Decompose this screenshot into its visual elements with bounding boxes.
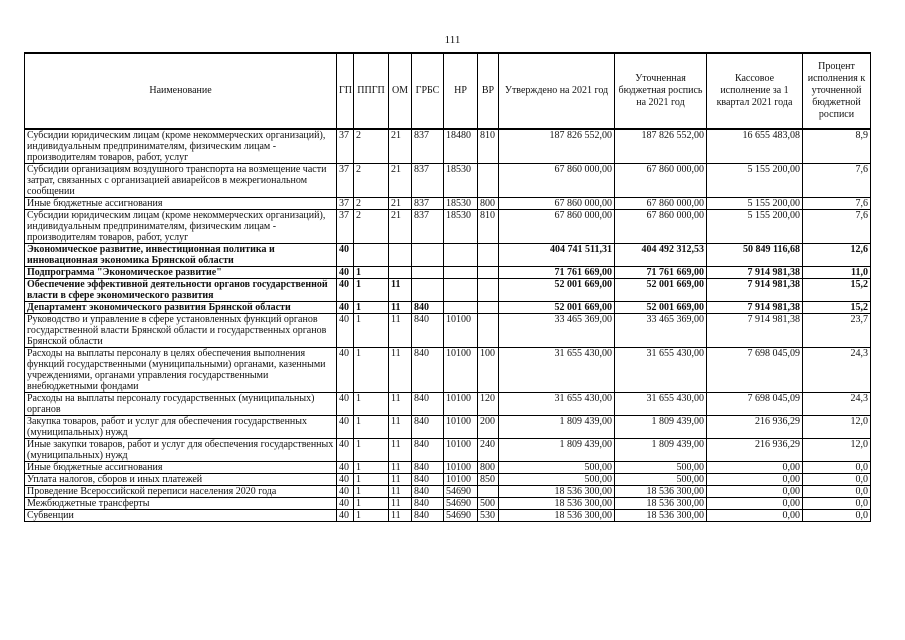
table-row	[25, 210, 871, 244]
cell-np: 10100	[444, 462, 478, 474]
cell-cash: 7 914 981,38	[707, 279, 803, 302]
cell-om: 11	[389, 314, 412, 348]
cell-percent: 15,2	[803, 302, 871, 314]
cell-om: 21	[389, 129, 412, 164]
cell-refined: 18 536 300,00	[615, 498, 707, 510]
header-om: ОМ	[389, 53, 412, 129]
cell-cash: 0,00	[707, 510, 803, 522]
cell-approved: 67 860 000,00	[499, 164, 615, 198]
cell-np	[444, 279, 478, 302]
cell-np: 18480	[444, 129, 478, 164]
cell-vr: 810	[478, 129, 499, 164]
cell-np: 10100	[444, 348, 478, 393]
cell-cash: 7 914 981,38	[707, 314, 803, 348]
cell-name: Уплата налогов, сборов и иных платежей	[25, 474, 337, 486]
cell-grbs	[412, 244, 444, 267]
cell-refined: 71 761 669,00	[615, 267, 707, 279]
cell-refined: 187 826 552,00	[615, 129, 707, 164]
cell-percent: 12,0	[803, 439, 871, 462]
cell-cash: 16 655 483,08	[707, 129, 803, 164]
cell-approved: 187 826 552,00	[499, 129, 615, 164]
cell-gp: 37	[337, 164, 354, 198]
cell-om: 11	[389, 416, 412, 439]
cell-om: 11	[389, 486, 412, 498]
cell-grbs: 840	[412, 510, 444, 522]
cell-grbs	[412, 279, 444, 302]
cell-percent: 0,0	[803, 498, 871, 510]
cell-percent: 0,0	[803, 510, 871, 522]
cell-refined: 67 860 000,00	[615, 210, 707, 244]
cell-approved: 1 809 439,00	[499, 416, 615, 439]
cell-refined: 18 536 300,00	[615, 486, 707, 498]
header-np: НР	[444, 53, 478, 129]
cell-np: 54690	[444, 498, 478, 510]
cell-ppgp: 1	[354, 302, 389, 314]
cell-refined: 31 655 430,00	[615, 393, 707, 416]
cell-approved: 67 860 000,00	[499, 210, 615, 244]
cell-approved: 18 536 300,00	[499, 510, 615, 522]
cell-cash: 0,00	[707, 486, 803, 498]
cell-ppgp: 1	[354, 416, 389, 439]
cell-percent: 12,0	[803, 416, 871, 439]
cell-percent: 7,6	[803, 164, 871, 198]
cell-grbs: 840	[412, 462, 444, 474]
cell-name: Подпрограмма "Экономическое развитие"	[25, 267, 337, 279]
cell-grbs: 840	[412, 348, 444, 393]
cell-vr: 240	[478, 439, 499, 462]
cell-gp: 37	[337, 129, 354, 164]
cell-name: Обеспечение эффективной деятельности органов государственной власти в сфере экономического развития	[25, 279, 337, 302]
cell-name: Межбюджетные трансферты	[25, 498, 337, 510]
cell-refined: 1 809 439,00	[615, 439, 707, 462]
cell-gp: 40	[337, 348, 354, 393]
cell-refined: 18 536 300,00	[615, 510, 707, 522]
cell-om: 11	[389, 474, 412, 486]
cell-percent: 0,0	[803, 462, 871, 474]
cell-np: 18530	[444, 198, 478, 210]
cell-grbs: 840	[412, 498, 444, 510]
cell-name: Иные бюджетные ассигнования	[25, 462, 337, 474]
cell-ppgp	[354, 244, 389, 267]
cell-percent: 24,3	[803, 348, 871, 393]
cell-grbs: 840	[412, 416, 444, 439]
cell-name: Субсидии юридическим лицам (кроме некоммерческих организаций), индивидуальным предпринимателям, физическим лицам - производителям товаров, работ, услуг	[25, 210, 337, 244]
cell-cash: 0,00	[707, 462, 803, 474]
cell-percent: 0,0	[803, 474, 871, 486]
cell-grbs: 837	[412, 129, 444, 164]
table-row	[25, 474, 871, 486]
cell-refined: 500,00	[615, 462, 707, 474]
cell-np	[444, 302, 478, 314]
cell-percent: 0,0	[803, 486, 871, 498]
cell-grbs: 837	[412, 198, 444, 210]
cell-vr	[478, 267, 499, 279]
cell-approved: 31 655 430,00	[499, 393, 615, 416]
cell-gp: 40	[337, 439, 354, 462]
cell-refined: 33 465 369,00	[615, 314, 707, 348]
cell-ppgp: 1	[354, 314, 389, 348]
cell-grbs: 840	[412, 486, 444, 498]
cell-om: 11	[389, 348, 412, 393]
cell-vr: 850	[478, 474, 499, 486]
header-percent: Процент исполнения к уточненной бюджетной росписи	[803, 53, 871, 129]
page-number: 111	[444, 34, 461, 46]
cell-np: 10100	[444, 439, 478, 462]
cell-name: Расходы на выплаты персоналу государственных (муниципальных) органов	[25, 393, 337, 416]
budget-execution-table	[24, 52, 871, 522]
table-row	[25, 302, 871, 314]
cell-cash: 7 698 045,09	[707, 393, 803, 416]
cell-np: 18530	[444, 210, 478, 244]
cell-grbs: 840	[412, 314, 444, 348]
cell-gp: 37	[337, 198, 354, 210]
cell-om: 21	[389, 198, 412, 210]
header-cash: Кассовое исполнение за 1 квартал 2021 года	[707, 53, 803, 129]
cell-refined: 52 001 669,00	[615, 302, 707, 314]
header-name: Наименование	[25, 53, 337, 129]
cell-vr	[478, 486, 499, 498]
cell-np: 10100	[444, 416, 478, 439]
cell-name: Проведение Всероссийской переписи населения 2020 года	[25, 486, 337, 498]
cell-om: 21	[389, 164, 412, 198]
cell-cash: 7 698 045,09	[707, 348, 803, 393]
cell-vr	[478, 314, 499, 348]
cell-om: 11	[389, 462, 412, 474]
cell-ppgp: 1	[354, 279, 389, 302]
cell-np	[444, 267, 478, 279]
cell-ppgp: 1	[354, 439, 389, 462]
cell-refined: 1 809 439,00	[615, 416, 707, 439]
cell-ppgp: 1	[354, 498, 389, 510]
cell-vr: 800	[478, 462, 499, 474]
cell-cash: 216 936,29	[707, 416, 803, 439]
cell-grbs: 837	[412, 164, 444, 198]
cell-cash: 5 155 200,00	[707, 164, 803, 198]
cell-approved: 67 860 000,00	[499, 198, 615, 210]
cell-gp: 40	[337, 462, 354, 474]
cell-ppgp: 2	[354, 164, 389, 198]
cell-om: 11	[389, 439, 412, 462]
cell-om: 11	[389, 510, 412, 522]
cell-gp: 40	[337, 314, 354, 348]
cell-gp: 40	[337, 393, 354, 416]
cell-cash: 7 914 981,38	[707, 267, 803, 279]
cell-name: Субсидии организациям воздушного транспорта на возмещение части затрат, связанных с организацией авиарейсов в межрегиональном сообщении	[25, 164, 337, 198]
cell-gp: 37	[337, 210, 354, 244]
cell-cash: 5 155 200,00	[707, 198, 803, 210]
cell-vr: 200	[478, 416, 499, 439]
table-row	[25, 164, 871, 198]
cell-vr	[478, 164, 499, 198]
cell-name: Субсидии юридическим лицам (кроме некоммерческих организаций), индивидуальным предпринимателям, физическим лицам - производителям товаров, работ, услуг	[25, 129, 337, 164]
cell-vr: 100	[478, 348, 499, 393]
table-row	[25, 314, 871, 348]
cell-refined: 52 001 669,00	[615, 279, 707, 302]
cell-approved: 18 536 300,00	[499, 486, 615, 498]
header-vr: ВР	[478, 53, 499, 129]
table-row	[25, 498, 871, 510]
cell-grbs: 840	[412, 474, 444, 486]
table-row	[25, 348, 871, 393]
cell-cash: 50 849 116,68	[707, 244, 803, 267]
header-row	[25, 53, 871, 129]
cell-approved: 71 761 669,00	[499, 267, 615, 279]
cell-name: Экономическое развитие, инвестиционная политика и инновационная экономика Брянской области	[25, 244, 337, 267]
cell-gp: 40	[337, 474, 354, 486]
cell-percent: 8,9	[803, 129, 871, 164]
table-row	[25, 439, 871, 462]
cell-grbs: 840	[412, 302, 444, 314]
cell-approved: 33 465 369,00	[499, 314, 615, 348]
cell-ppgp: 1	[354, 510, 389, 522]
cell-grbs: 840	[412, 439, 444, 462]
table-row	[25, 416, 871, 439]
cell-grbs: 837	[412, 210, 444, 244]
cell-percent: 7,6	[803, 198, 871, 210]
cell-ppgp: 1	[354, 267, 389, 279]
header-grbs: ГРБС	[412, 53, 444, 129]
cell-np	[444, 244, 478, 267]
header-refined: Уточненная бюджетная роспись на 2021 год	[615, 53, 707, 129]
cell-ppgp: 1	[354, 474, 389, 486]
header-approved: Утверждено на 2021 год	[499, 53, 615, 129]
cell-om: 11	[389, 498, 412, 510]
cell-percent: 15,2	[803, 279, 871, 302]
cell-name: Иные закупки товаров, работ и услуг для обеспечения государственных (муниципальных) нужд	[25, 439, 337, 462]
cell-name: Руководство и управление в сфере установленных функций органов государственной власти Брянской области и государственных органов Брянской области	[25, 314, 337, 348]
cell-cash: 216 936,29	[707, 439, 803, 462]
cell-np: 54690	[444, 510, 478, 522]
cell-np: 54690	[444, 486, 478, 498]
table-row	[25, 244, 871, 267]
cell-approved: 52 001 669,00	[499, 302, 615, 314]
cell-np: 10100	[444, 393, 478, 416]
cell-vr	[478, 279, 499, 302]
cell-refined: 404 492 312,53	[615, 244, 707, 267]
cell-vr	[478, 244, 499, 267]
cell-gp: 40	[337, 486, 354, 498]
cell-percent: 7,6	[803, 210, 871, 244]
cell-ppgp: 2	[354, 129, 389, 164]
cell-gp: 40	[337, 498, 354, 510]
table-row	[25, 279, 871, 302]
cell-name: Закупка товаров, работ и услуг для обеспечения государственных (муниципальных) нужд	[25, 416, 337, 439]
cell-cash: 5 155 200,00	[707, 210, 803, 244]
table-row	[25, 129, 871, 164]
cell-approved: 18 536 300,00	[499, 498, 615, 510]
cell-gp: 40	[337, 279, 354, 302]
header-ppgp: ППГП	[354, 53, 389, 129]
cell-ppgp: 1	[354, 393, 389, 416]
cell-om	[389, 267, 412, 279]
cell-percent: 24,3	[803, 393, 871, 416]
cell-om	[389, 244, 412, 267]
cell-grbs	[412, 267, 444, 279]
cell-np: 10100	[444, 474, 478, 486]
table-row	[25, 198, 871, 210]
cell-refined: 500,00	[615, 474, 707, 486]
cell-approved: 500,00	[499, 462, 615, 474]
header-gp: ГП	[337, 53, 354, 129]
table-row	[25, 510, 871, 522]
table-row	[25, 486, 871, 498]
cell-om: 11	[389, 279, 412, 302]
table-row	[25, 462, 871, 474]
cell-np: 18530	[444, 164, 478, 198]
cell-gp: 40	[337, 267, 354, 279]
cell-name: Расходы на выплаты персоналу в целях обеспечения выполнения функций государственными (муниципальными) органами, казенными учреждениями, органами управления государственными внебюджетными фондами	[25, 348, 337, 393]
cell-ppgp: 2	[354, 198, 389, 210]
cell-approved: 1 809 439,00	[499, 439, 615, 462]
cell-approved: 404 741 511,31	[499, 244, 615, 267]
cell-om: 11	[389, 302, 412, 314]
table-row	[25, 393, 871, 416]
cell-gp: 40	[337, 302, 354, 314]
cell-ppgp: 2	[354, 210, 389, 244]
cell-ppgp: 1	[354, 486, 389, 498]
cell-vr: 120	[478, 393, 499, 416]
cell-om: 21	[389, 210, 412, 244]
table-row	[25, 267, 871, 279]
cell-gp: 40	[337, 244, 354, 267]
cell-np: 10100	[444, 314, 478, 348]
cell-percent: 12,6	[803, 244, 871, 267]
cell-percent: 23,7	[803, 314, 871, 348]
cell-cash: 7 914 981,38	[707, 302, 803, 314]
cell-vr	[478, 302, 499, 314]
cell-vr: 500	[478, 498, 499, 510]
cell-cash: 0,00	[707, 498, 803, 510]
cell-percent: 11,0	[803, 267, 871, 279]
cell-vr: 530	[478, 510, 499, 522]
cell-refined: 67 860 000,00	[615, 164, 707, 198]
cell-vr: 800	[478, 198, 499, 210]
cell-refined: 31 655 430,00	[615, 348, 707, 393]
cell-grbs: 840	[412, 393, 444, 416]
cell-vr: 810	[478, 210, 499, 244]
cell-name: Департамент экономического развития Брянской области	[25, 302, 337, 314]
cell-ppgp: 1	[354, 462, 389, 474]
cell-gp: 40	[337, 416, 354, 439]
cell-om: 11	[389, 393, 412, 416]
cell-gp: 40	[337, 510, 354, 522]
cell-approved: 52 001 669,00	[499, 279, 615, 302]
cell-refined: 67 860 000,00	[615, 198, 707, 210]
cell-name: Субвенции	[25, 510, 337, 522]
cell-name: Иные бюджетные ассигнования	[25, 198, 337, 210]
cell-approved: 31 655 430,00	[499, 348, 615, 393]
cell-cash: 0,00	[707, 474, 803, 486]
cell-approved: 500,00	[499, 474, 615, 486]
cell-ppgp: 1	[354, 348, 389, 393]
